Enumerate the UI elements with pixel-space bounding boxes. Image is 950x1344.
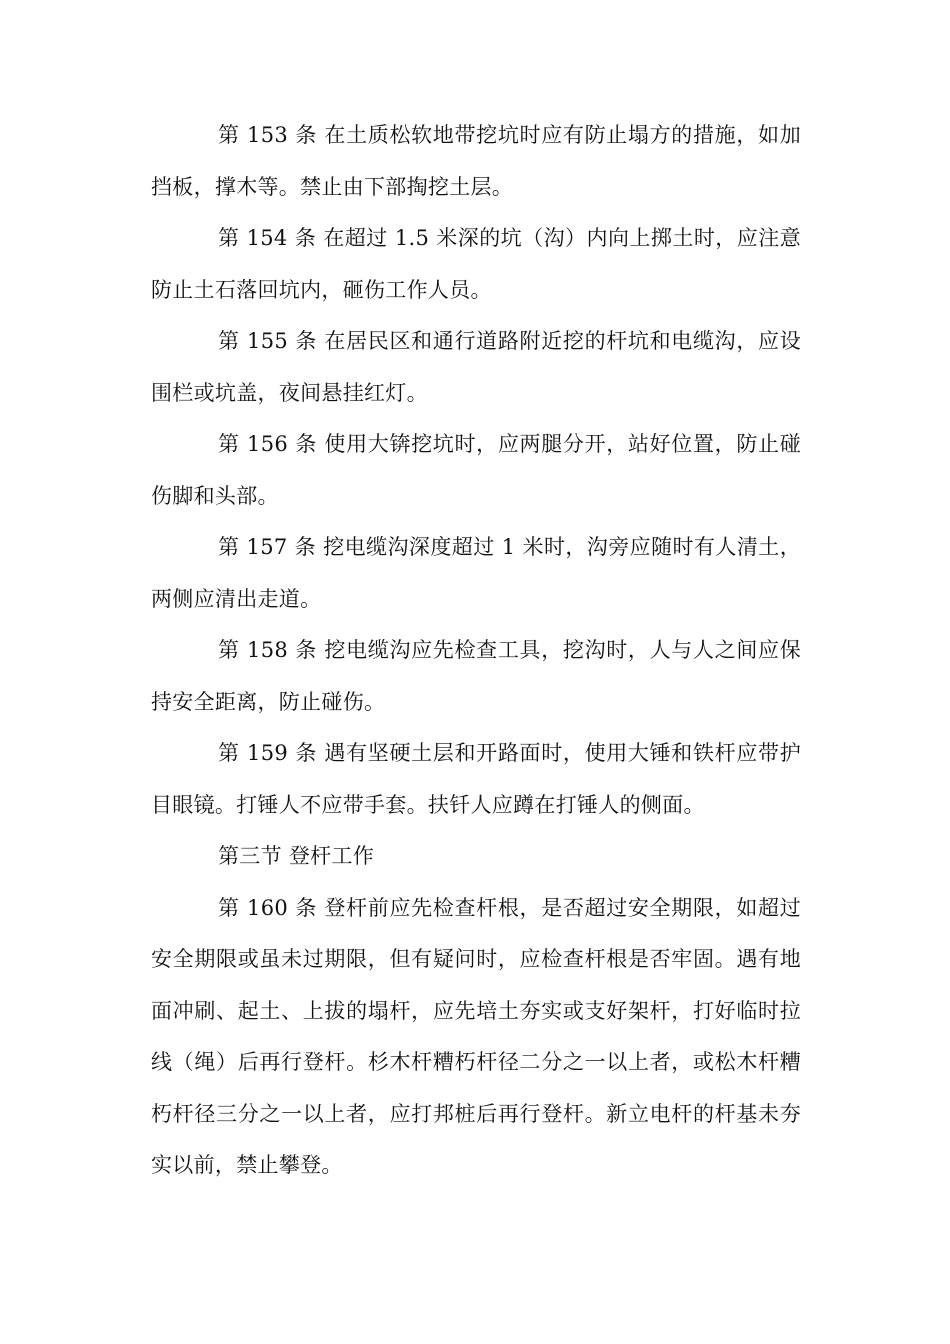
article-155: 第 155 条 在居民区和通行道路附近挖的杆坑和电缆沟，应设围栏或坑盖，夜间悬挂红灯。	[151, 329, 801, 405]
article-153: 第 153 条 在土质松软地带挖坑时应有防止塌方的措施，如加挡板，撑木等。禁止由下部掏挖土层。	[151, 123, 801, 199]
article-154: 第 154 条 在超过 1.5 米深的坑（沟）内向上掷土时，应注意防止土石落回坑内，砸伤工作人员。	[151, 226, 801, 302]
section-heading: 第三节 登杆工作	[218, 844, 375, 868]
article-158: 第 158 条 挖电缆沟应先检查工具，挖沟时，人与人之间应保持安全距离，防止碰伤。	[151, 638, 801, 714]
article-157: 第 157 条 挖电缆沟深度超过 1 米时，沟旁应随时有人清土，两侧应清出走道。	[151, 535, 801, 611]
article-156: 第 156 条 使用大锛挖坑时，应两腿分开，站好位置，防止碰伤脚和头部。	[151, 432, 801, 508]
document-body	[151, 110, 801, 1192]
article-159: 第 159 条 遇有坚硬土层和开路面时，使用大锤和铁杆应带护目眼镜。打锤人不应带手套。扶钎人应蹲在打锤人的侧面。	[151, 741, 801, 817]
article-160: 第 160 条 登杆前应先检查杆根，是否超过安全期限，如超过安全期限或虽未过期限，但有疑问时，应检查杆根是否牢固。遇有地面冲刷、起土、上拔的塌杆，应先培土夯实或支好架杆，打好临时拉线（绳）后再行登杆。杉木杆糟朽杆径二分之一以上者，或松木杆糟朽杆径三分之一以上者，应打邦桩后再行登杆。新立电杆的杆基未夯实以前，禁止攀登。	[151, 895, 801, 1177]
